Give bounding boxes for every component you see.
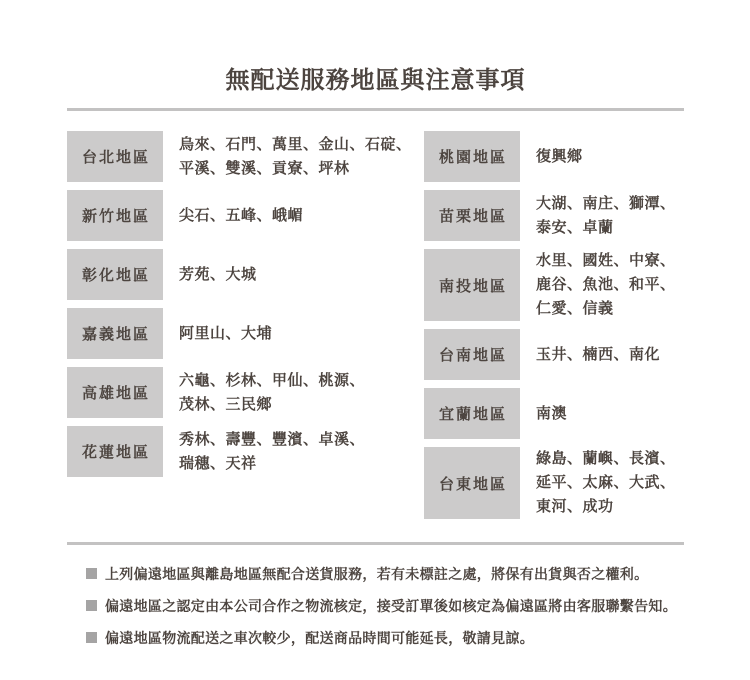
region-column-right bbox=[424, 131, 684, 519]
region-areas: 大湖、南庄、獅潭、 泰安、卓蘭 bbox=[536, 194, 676, 236]
region-areas: 尖石、五峰、峨嵋 bbox=[179, 206, 304, 224]
region-areas: 玉井、楠西、南化 bbox=[536, 345, 661, 363]
region-label: 新竹地區 bbox=[67, 190, 163, 241]
region-label: 南投地區 bbox=[424, 249, 520, 321]
notes-divider bbox=[67, 542, 684, 545]
page-title: 無配送服務地區與注意事項 bbox=[225, 67, 526, 94]
region-label: 台北地區 bbox=[67, 131, 163, 182]
region-areas: 阿里山、大埔 bbox=[179, 324, 273, 342]
region-table bbox=[67, 131, 684, 519]
region-label: 嘉義地區 bbox=[67, 308, 163, 359]
region-label: 桃園地區 bbox=[424, 131, 520, 182]
region-column-left bbox=[67, 131, 420, 519]
region-areas: 水里、國姓、中寮、 鹿谷、魚池、和平、 仁愛、信義 bbox=[536, 252, 676, 317]
region-areas: 綠島、蘭嶼、長濱、 延平、太麻、大武、 東河、成功 bbox=[536, 450, 676, 515]
square-bullet-icon bbox=[86, 632, 97, 643]
region-row bbox=[67, 308, 420, 359]
notes-list bbox=[67, 566, 684, 646]
region-row bbox=[67, 426, 420, 477]
region-label: 高雄地區 bbox=[67, 367, 163, 418]
region-label: 花蓮地區 bbox=[67, 426, 163, 477]
region-label: 宜蘭地區 bbox=[424, 388, 520, 439]
region-row bbox=[424, 131, 684, 182]
region-label: 台東地區 bbox=[424, 447, 520, 519]
region-areas: 烏來、石門、萬里、金山、石碇、 平溪、雙溪、貢寮、坪林 bbox=[179, 135, 412, 177]
note-text: 上列偏遠地區與離島地區無配合送貨服務，若有未標註之處，將保有出貨與否之權利。 bbox=[105, 566, 649, 582]
region-row bbox=[67, 367, 420, 418]
region-row bbox=[67, 190, 420, 241]
region-areas: 芳苑、大城 bbox=[179, 265, 257, 283]
square-bullet-icon bbox=[86, 600, 97, 611]
note-text: 偏遠地區之認定由本公司合作之物流核定，接受訂單後如核定為偏遠區將由客服聯繫告知。 bbox=[105, 598, 677, 614]
note-item bbox=[86, 566, 684, 582]
title-divider bbox=[67, 108, 684, 111]
region-areas: 復興鄉 bbox=[536, 147, 583, 165]
region-row bbox=[424, 190, 684, 241]
region-row bbox=[424, 388, 684, 439]
region-areas: 秀林、壽豐、豐濱、卓溪、 瑞穗、天祥 bbox=[179, 430, 366, 472]
region-areas: 六龜、杉林、甲仙、桃源、 茂林、三民鄉 bbox=[179, 371, 366, 413]
region-row bbox=[67, 131, 420, 182]
region-row bbox=[424, 329, 684, 380]
region-areas: 南澳 bbox=[536, 404, 568, 422]
region-row bbox=[67, 249, 420, 300]
square-bullet-icon bbox=[86, 568, 97, 579]
note-item bbox=[86, 598, 684, 614]
region-label: 苗栗地區 bbox=[424, 190, 520, 241]
note-text: 偏遠地區物流配送之車次較少，配送商品時間可能延長，敬請見諒。 bbox=[105, 630, 534, 646]
region-label: 台南地區 bbox=[424, 329, 520, 380]
region-row bbox=[424, 249, 684, 321]
note-item bbox=[86, 630, 684, 646]
region-row bbox=[424, 447, 684, 519]
region-label: 彰化地區 bbox=[67, 249, 163, 300]
